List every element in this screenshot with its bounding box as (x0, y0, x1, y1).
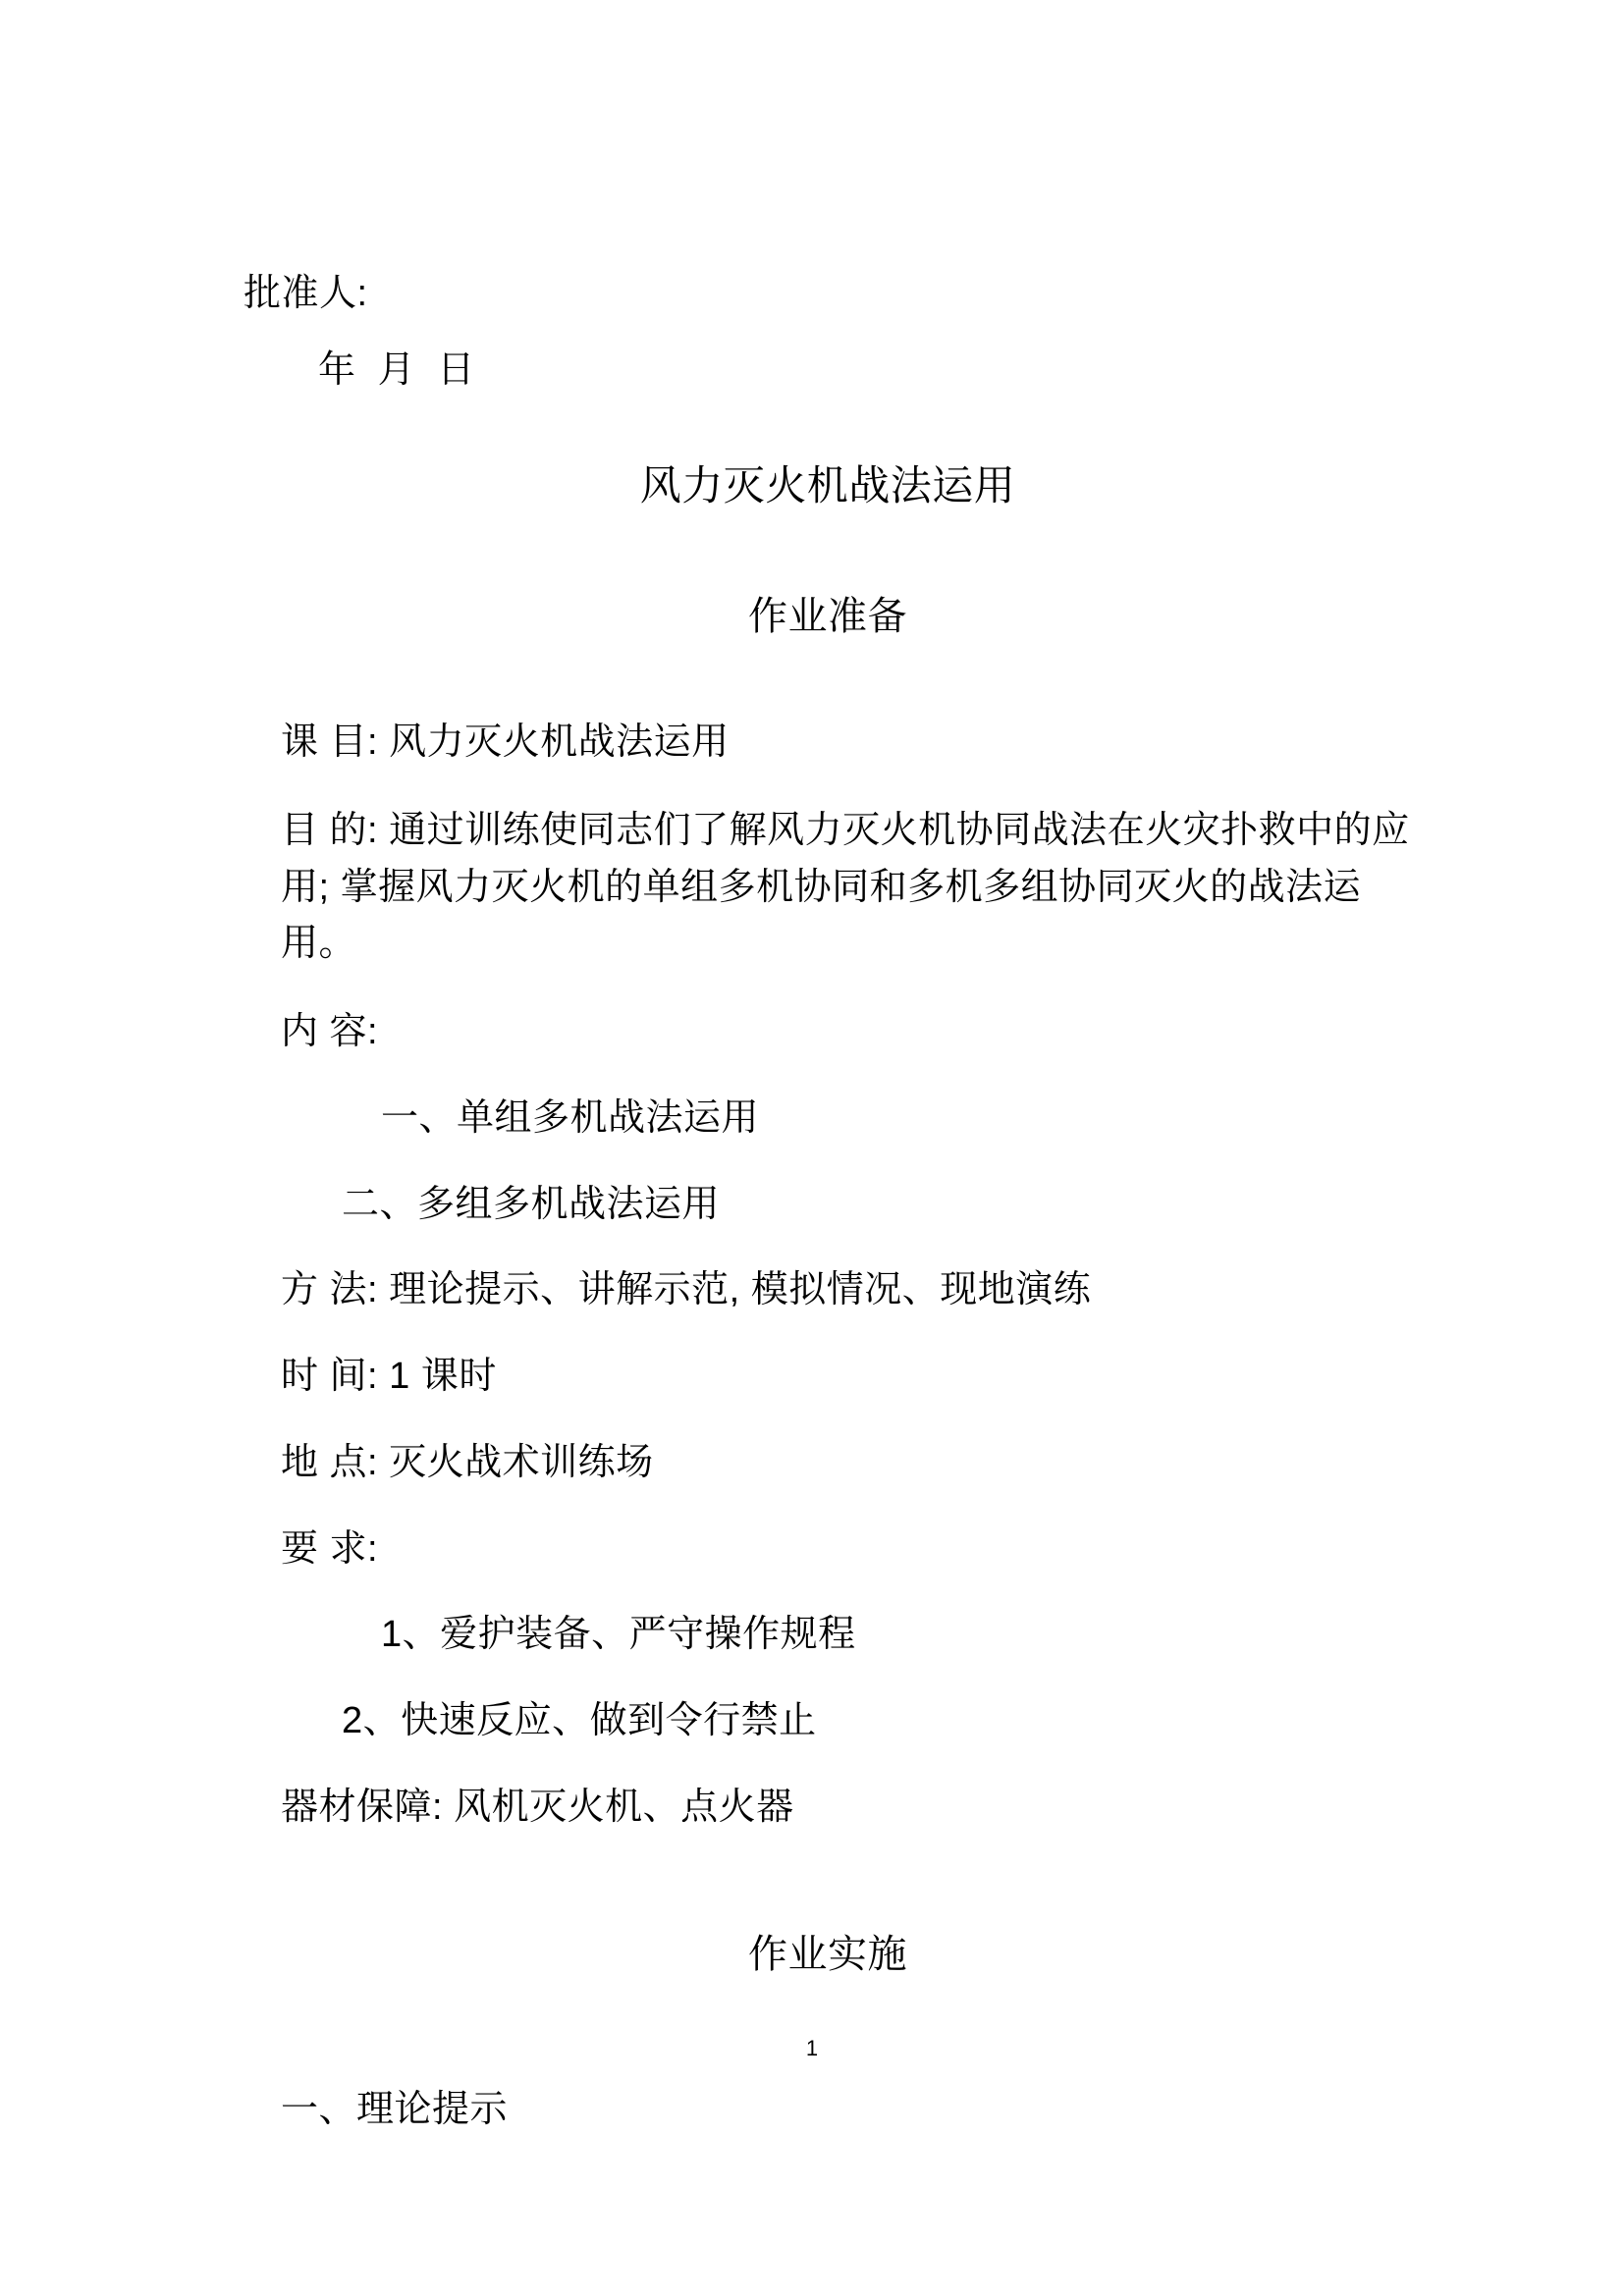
date-line: 年 月 日 (318, 349, 475, 391)
section-heading-execution: 作业实施 (748, 1932, 907, 1976)
field-purpose: 目 的: 通过训练使同志们了解风力灭火机协同战法在火灾扑救中的应用; 掌握风力灭火机的单组多机协同和多机多组协同灭火的战法运用。 (281, 809, 1410, 965)
content-item-2: 二、多组多机战法运用 (342, 1183, 721, 1225)
requirement-item-2: 2、快速反应、做到令行禁止 (342, 1700, 817, 1741)
section-heading-preparation: 作业准备 (748, 595, 907, 638)
field-subject: 课 目: 风力灭火机战法运用 (281, 721, 730, 763)
section-one-heading: 一、理论提示 (281, 2088, 509, 2130)
requirement-item-1: 1、爱护装备、严守操作规程 (381, 1614, 856, 1656)
field-place: 地 点: 灭火战术训练场 (281, 1441, 654, 1483)
document-body (244, 0, 1412, 2138)
field-contents-label: 内 容: (281, 1011, 379, 1052)
field-equipment: 器材保障: 风机灭火机、点火器 (281, 1786, 794, 1828)
page-number: 1 (805, 2036, 819, 2060)
field-requirements-label: 要 求: (281, 1527, 379, 1570)
field-method: 方 法: 理论提示、讲解示范, 模拟情况、现地演练 (281, 1269, 1092, 1311)
document-title: 风力灭火机战法运用 (639, 462, 1016, 508)
approver-label: 批准人: (244, 273, 368, 314)
content-item-1: 一、单组多机战法运用 (381, 1096, 760, 1139)
field-time: 时 间: 1 课时 (281, 1356, 497, 1397)
